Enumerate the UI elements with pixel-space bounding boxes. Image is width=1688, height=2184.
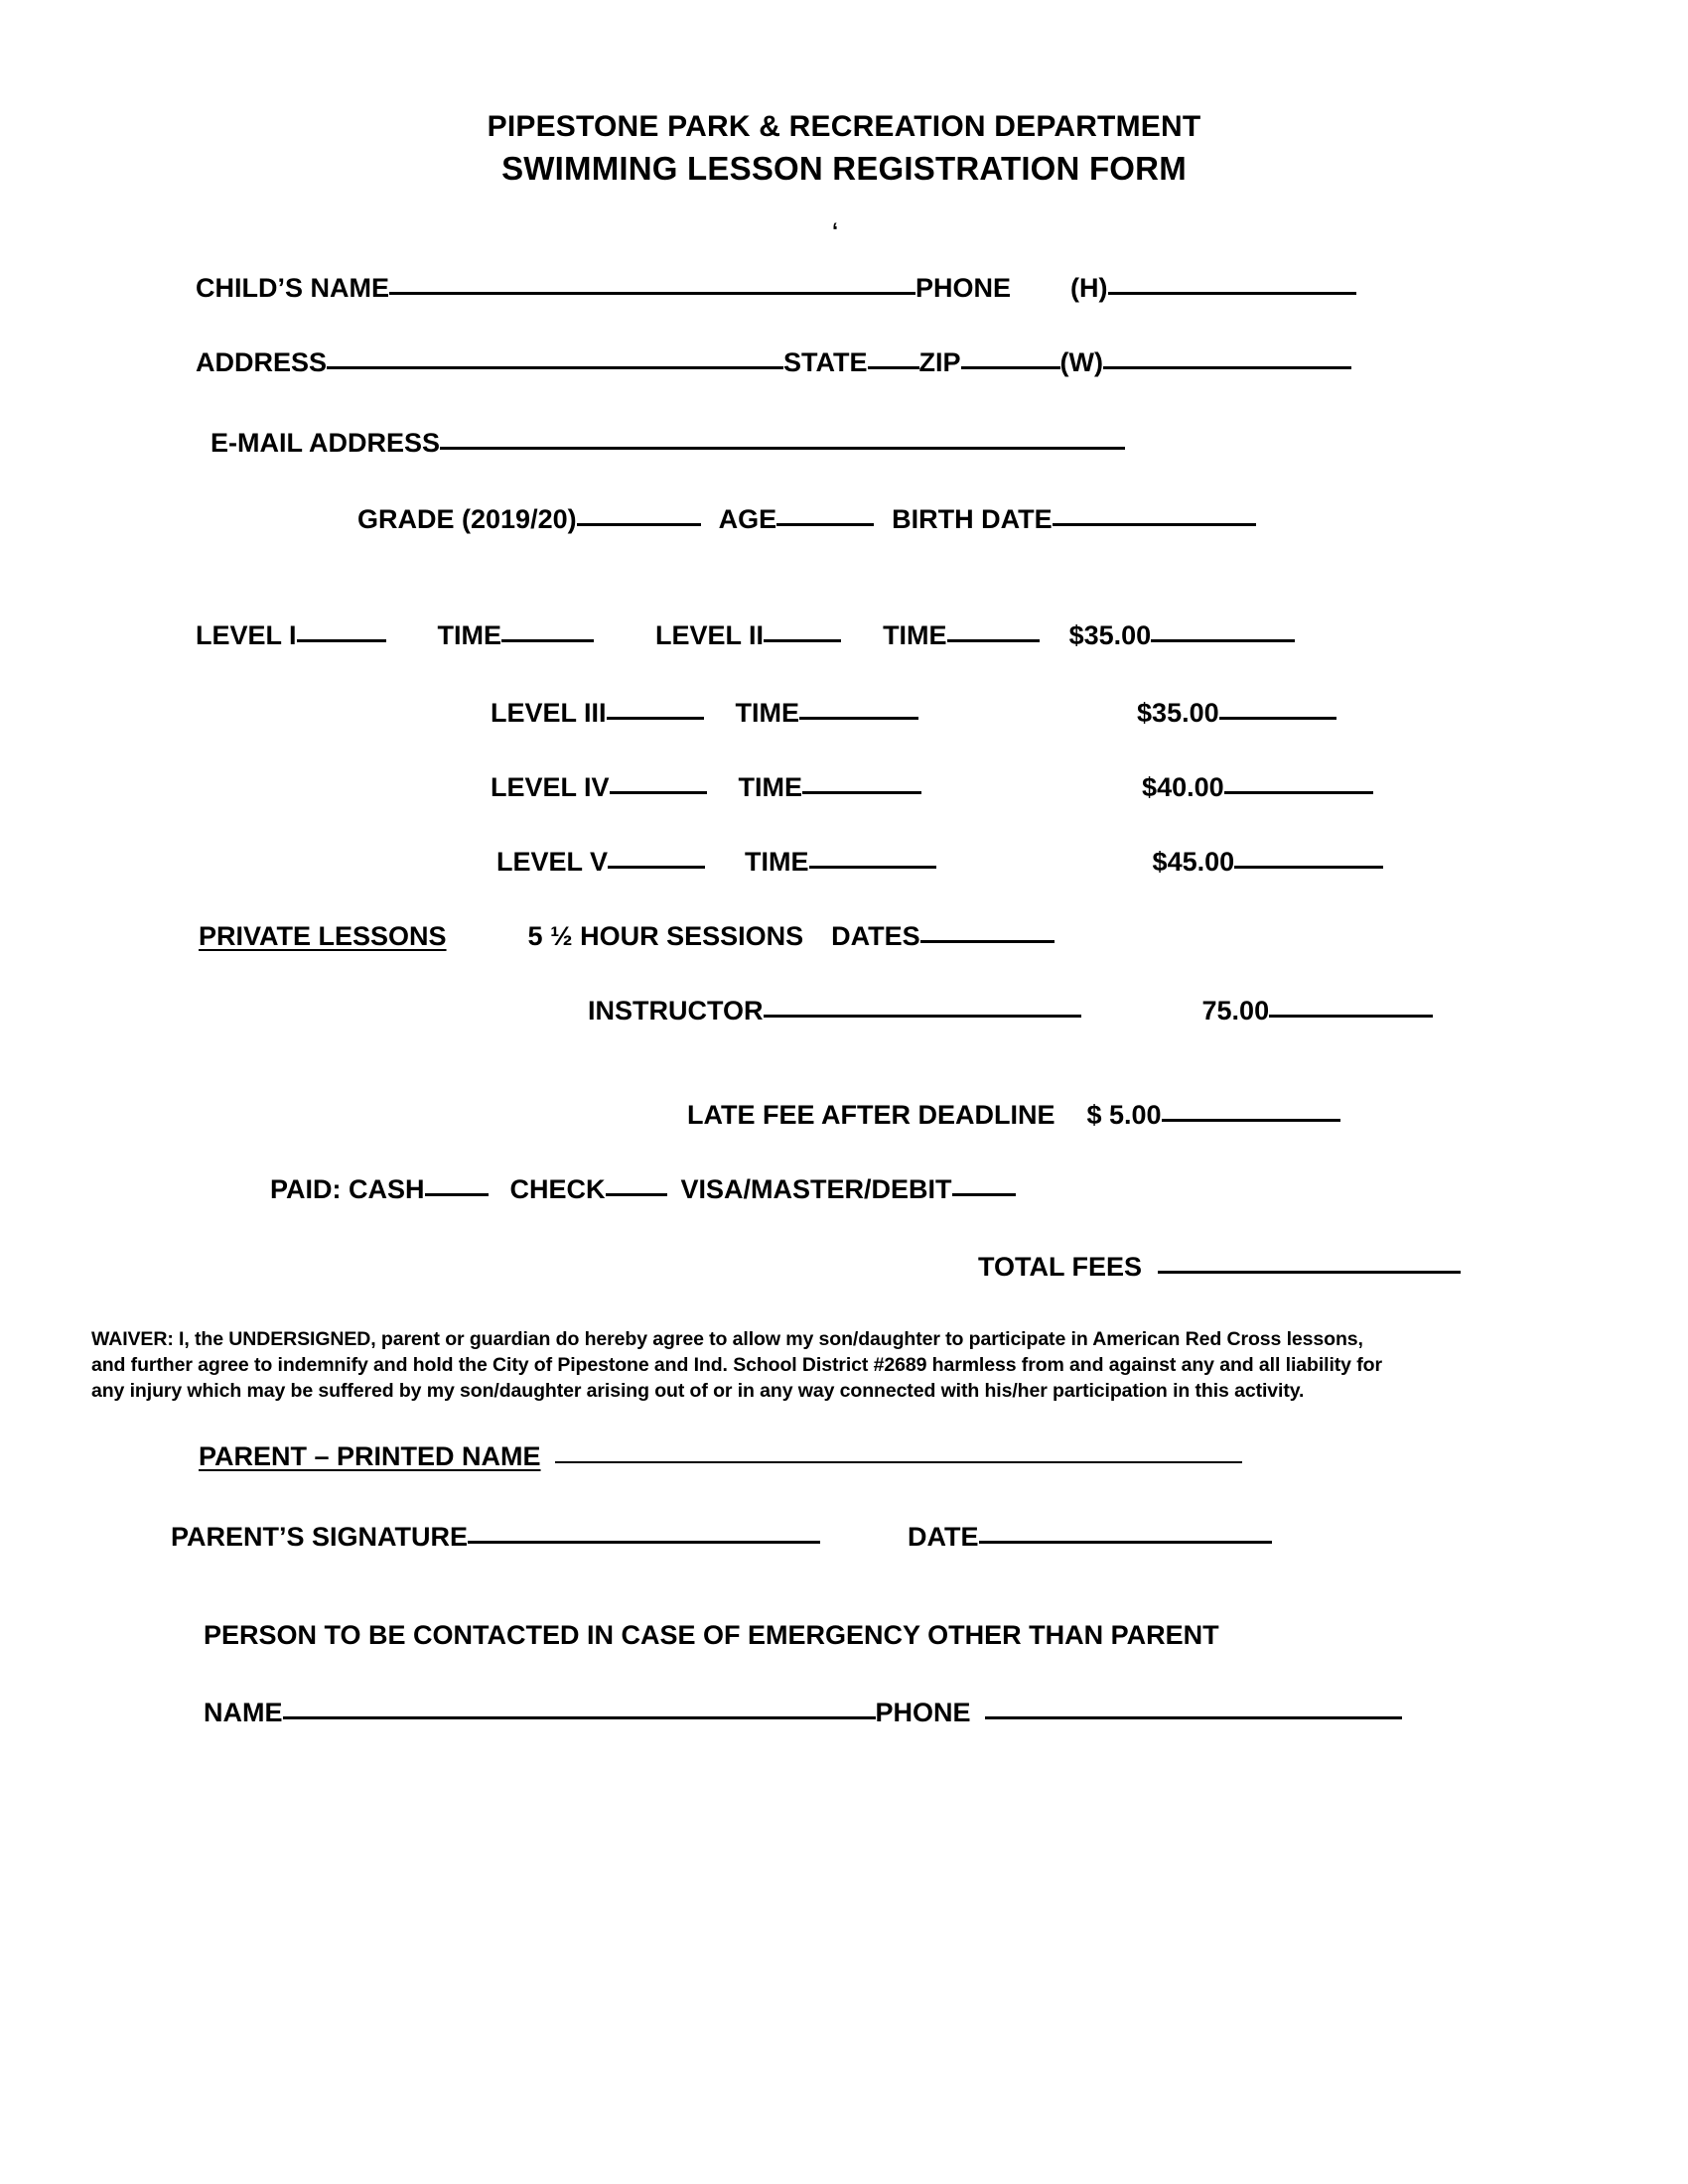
birth-date-label: BIRTH DATE [892,504,1053,534]
emergency-phone-label: PHONE [875,1698,971,1727]
private-sessions-label: 5 ½ HOUR SESSIONS [527,921,804,951]
level-3-price-input[interactable] [1219,695,1336,720]
instructor-label: INSTRUCTOR [588,996,764,1025]
level-2-time-label: TIME [883,620,947,650]
phone-work-label: (W) [1059,347,1104,377]
state-input[interactable] [868,344,919,369]
level-2-input[interactable] [764,617,841,642]
birth-date-input[interactable] [1053,501,1256,526]
address-input[interactable] [327,344,783,369]
parent-printed-name-input[interactable] [555,1439,1242,1463]
address-row [196,344,1351,379]
age-label: AGE [718,504,777,534]
instructor-row [588,993,1433,1027]
page-title-form: SWIMMING LESSON REGISTRATION FORM [501,150,1187,187]
level-5-time-input[interactable] [809,844,936,869]
level-4-label: LEVEL IV [491,772,610,802]
level-1-2-price: $35.00 [1068,620,1152,650]
emergency-phone-input[interactable] [985,1695,1402,1719]
page-title-department: PIPESTONE PARK & RECREATION DEPARTMENT [487,110,1201,143]
paid-card-label: VISA/MASTER/DEBIT [680,1174,952,1204]
level-3-row [491,695,1336,730]
level-2-label: LEVEL II [655,620,765,650]
grade-label: GRADE (2019/20) [357,504,577,534]
level-1-time-input[interactable] [501,617,594,642]
zip-label: ZIP [918,347,961,377]
age-input[interactable] [776,501,874,526]
total-fees-row [978,1249,1461,1284]
private-lessons-heading: PRIVATE LESSONS [199,921,447,951]
grade-input[interactable] [577,501,701,526]
parent-signature-input[interactable] [468,1519,820,1544]
level-2-time-input[interactable] [947,617,1040,642]
level-1-2-row [196,617,1295,652]
paid-row [270,1171,1016,1206]
phone-home-input[interactable] [1108,270,1356,295]
paid-cash-label: PAID: CASH [270,1174,425,1204]
emergency-contact-heading: PERSON TO BE CONTACTED IN CASE OF EMERGENCY OTHER THAN PARENT [204,1620,1219,1650]
instructor-price-input[interactable] [1269,993,1433,1018]
emergency-contact-row [204,1695,1402,1729]
paid-card-input[interactable] [952,1171,1016,1196]
total-fees-label: TOTAL FEES [978,1252,1143,1282]
signature-date-label: DATE [908,1522,979,1552]
child-name-input[interactable] [389,270,915,295]
state-label: STATE [783,347,868,377]
level-5-price: $45.00 [1152,847,1235,877]
level-5-time-label: TIME [745,847,809,877]
level-1-input[interactable] [297,617,386,642]
emergency-name-input[interactable] [283,1695,876,1719]
form-title-block [0,107,1688,191]
phone-home-label: (H) [1070,273,1108,303]
late-fee-input[interactable] [1162,1097,1340,1122]
instructor-input[interactable] [764,993,1081,1018]
level-4-price-input[interactable] [1224,769,1373,794]
level-3-time-input[interactable] [799,695,918,720]
phone-label: PHONE [915,273,1012,303]
waiver-line-2: and further agree to indemnify and hold the City of Pipestone and Ind. School District #2689 harmless from and against any and all liability for [91,1354,1382,1376]
level-1-time-label: TIME [437,620,502,650]
instructor-price: 75.00 [1201,996,1270,1025]
signature-date-input[interactable] [979,1519,1272,1544]
private-dates-input[interactable] [920,918,1055,943]
level-4-row [491,769,1373,804]
stray-apostrophe-mark: ‘ [832,218,839,243]
private-lessons-row [199,918,1055,953]
parent-printed-name-label: PARENT – PRINTED NAME [199,1441,541,1471]
zip-input[interactable] [961,344,1060,369]
paid-cash-input[interactable] [425,1171,489,1196]
level-5-row [496,844,1383,879]
level-5-label: LEVEL V [496,847,609,877]
level-4-time-input[interactable] [802,769,921,794]
late-fee-row [687,1097,1340,1132]
private-dates-label: DATES [831,921,920,951]
level-1-2-price-input[interactable] [1151,617,1295,642]
grade-age-birthdate-row [357,501,1256,536]
level-3-price: $35.00 [1137,698,1219,728]
child-name-label: CHILD’S NAME [196,273,389,303]
email-input[interactable] [440,425,1125,450]
phone-work-input[interactable] [1103,344,1351,369]
level-3-label: LEVEL III [491,698,607,728]
paid-check-input[interactable] [606,1171,667,1196]
waiver-line-1: WAIVER: I, the UNDERSIGNED, parent or guardian do hereby agree to allow my son/daughter to participate in American Red Cross lessons, [91,1328,1363,1350]
level-3-time-label: TIME [735,698,800,728]
level-4-price: $40.00 [1142,772,1224,802]
level-4-time-label: TIME [738,772,803,802]
parent-printed-name-row [199,1439,1242,1473]
emergency-name-label: NAME [204,1698,283,1727]
waiver-line-3: any injury which may be suffered by my son/daughter arising out of or in any way connected with his/her participation in this activity. [91,1380,1305,1402]
level-5-price-input[interactable] [1234,844,1383,869]
level-1-label: LEVEL I [196,620,297,650]
parent-signature-row [171,1519,1272,1554]
level-5-input[interactable] [608,844,705,869]
email-label: E-MAIL ADDRESS [211,428,441,458]
late-fee-label: LATE FEE AFTER DEADLINE [687,1100,1055,1130]
email-row [211,425,1125,460]
child-name-row [196,270,1356,305]
address-label: ADDRESS [196,347,328,377]
level-4-input[interactable] [610,769,707,794]
paid-check-label: CHECK [509,1174,606,1204]
parent-signature-label: PARENT’S SIGNATURE [171,1522,469,1552]
waiver-paragraph [91,1326,1601,1404]
level-3-input[interactable] [607,695,704,720]
late-fee-amount: $ 5.00 [1086,1100,1162,1130]
total-fees-input[interactable] [1158,1249,1461,1274]
